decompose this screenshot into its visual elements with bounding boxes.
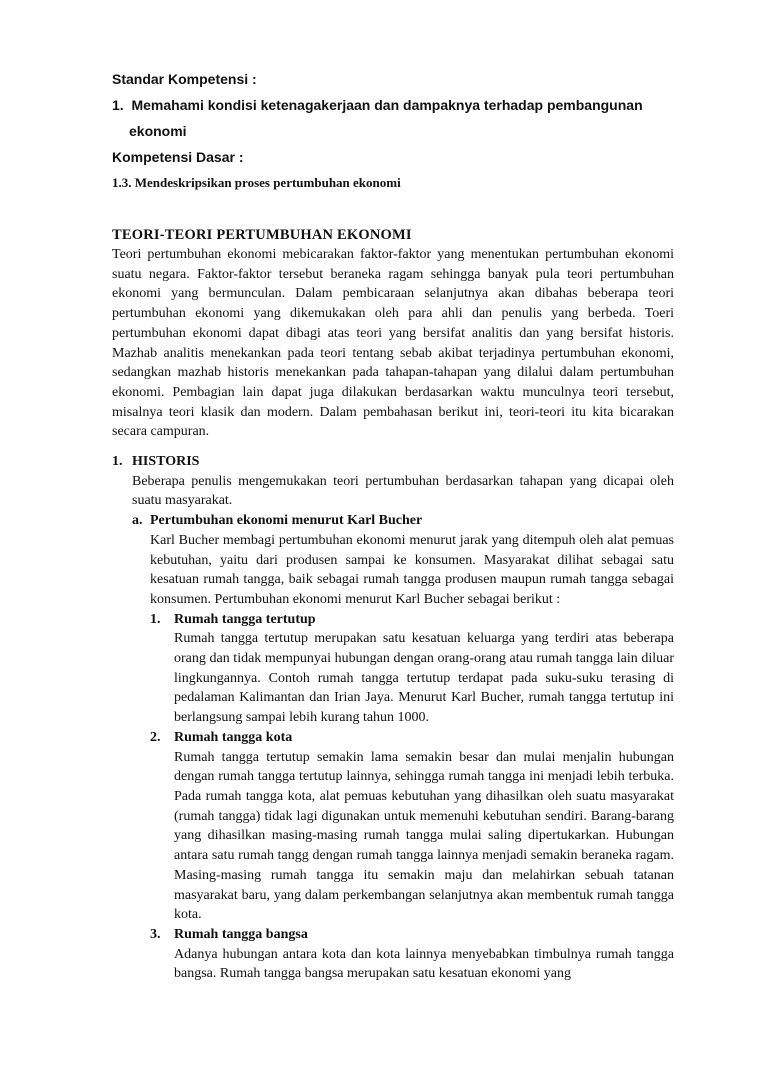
standar-kompetensi-item xyxy=(112,92,674,118)
sk-item-text: Memahami kondisi ketenagakerjaan dan dampaknya terhadap pembangunan xyxy=(131,97,643,113)
list-item-title: Rumah tangga kota xyxy=(174,729,293,745)
list-item-text: Rumah tangga tertutup semakin lama semakin besar dan mulai menjalin hubungan dengan rumah tangga tertutup lainnya, sehingga rumah tangga ini menjadi lebih terbuka. Pada rumah tangga kota, alat pemuas kebutuhan yang dihasilkan oleh suatu masyarakat (rumah tangga) tidak lagi digunakan untuk memenuhi kebutuhan sendiri. Barang-barang yang dihasilkan masing-masing rumah tangga mulai saling dipertukarkan. Hubungan antara satu rumah tangg dengan rumah tangga lainnya menjadi semakin beraneka ragam. Masing-masing rumah tangga itu semakin maju dan melahirkan sebuah tatanan masyarakat baru, yang dalam perkembangan selanjutnya akan membentuk rumah tangga kota. xyxy=(174,749,674,923)
sk-item-number: 1. xyxy=(112,97,124,113)
sk-item-text-continued: ekonomi xyxy=(129,123,187,139)
document-title: TEORI-TEORI PERTUMBUHAN EKONOMI xyxy=(112,227,412,243)
list-item-number: 2. xyxy=(150,729,161,745)
section-number: 1. xyxy=(112,454,123,470)
section-intro-text: Beberapa penulis mengemukakan teori pertumbuhan berdasarkan tahapan yang dicapai oleh suatu masyarakat. xyxy=(132,473,674,509)
kompetensi-dasar-item: 1.3. Mendeskripsikan proses pertumbuhan ekonomi xyxy=(112,175,401,190)
list-item-heading xyxy=(150,728,674,748)
list-item xyxy=(150,728,674,925)
section-heading xyxy=(112,452,674,472)
subsection-heading xyxy=(132,511,674,531)
list-item xyxy=(150,925,674,984)
list-item-text: Adanya hubungan antara kota dan kota lainnya menyebabkan timbulnya rumah tangga bangsa. Rumah tangga bangsa merupakan satu kesatuan ekonomi yang xyxy=(174,946,674,982)
standar-kompetensi-label: Standar Kompetensi : xyxy=(112,71,257,87)
section-body xyxy=(112,472,674,984)
section-title: HISTORIS xyxy=(132,454,200,470)
list-item-title: Rumah tangga bangsa xyxy=(174,926,308,942)
list-item-heading xyxy=(150,610,674,630)
subsection-body xyxy=(132,531,674,984)
list-item-text: Rumah tangga tertutup merupakan satu kesatuan keluarga yang terdiri atas beberapa orang dan tidak mempunyai hubungan dengan orang-orang atau rumah tangga lain diluar lingkungannya. Contoh rumah tangga tertutup terdapat pada suku-suku terasing di pedalaman Kalimantan dan Irian Jaya. Menurut Karl Bucher, rumah tangga tertutup ini berlangsung sampai lebih kurang tahun 1000. xyxy=(174,631,674,726)
list-item-title: Rumah tangga tertutup xyxy=(174,611,316,627)
list-item-number: 1. xyxy=(150,611,161,627)
document-page xyxy=(112,66,674,984)
list-item-number: 3. xyxy=(150,926,161,942)
subsection-text: Karl Bucher membagi pertumbuhan ekonomi menurut jarak yang ditempuh oleh alat pemuas kebutuhan, yaitu dari produsen sampai ke konsumen. Masyarakat dilihat sebagai satu kesatuan rumah tangga, baik sebagai rumah tangga produsen maupun rumah tangga sebagai konsumen. Pertumbuhan ekonomi menurut Karl Bucher sebagai berikut : xyxy=(150,532,674,607)
list-item xyxy=(150,610,674,728)
subsection-title: Pertumbuhan ekonomi menurut Karl Bucher xyxy=(150,513,423,529)
section-historis xyxy=(112,452,674,984)
list-item-heading xyxy=(150,925,674,945)
intro-paragraph: Teori pertumbuhan ekonomi mebicarakan faktor-faktor yang menentukan pertumbuhan ekonomi suatu negara. Faktor-faktor tersebut beraneka ragam sehingga banyak pula teori pertumbuhan ekonomi yang bermunculan. Dalam pembicaraan selanjutnya akan dibahas beberapa teori pertumbuhan ekonomi yang dikemukakan oleh para ahli dan penulis yang berbeda. Toeri pertumbuhan ekonomi dapat dibagi atas teori yang bersifat analitis dan yang bersifat historis. Mazhab analitis menekankan pada teori tentang sebab akibat terjadinya pertumbuhan ekonomi, sedangkan mazhab historis menekankan pada tahapan-tahapan yang dilalui dalam pertumbuhan ekonomi. Pembagian lain dapat juga dilakukan berdasarkan waktu munculnya teori tersebut, misalnya teori klasik dan modern. Dalam pembahasan berikut ini, teori-teori itu kita bicarakan secara campuran. xyxy=(112,247,674,440)
kompetensi-dasar-label: Kompetensi Dasar : xyxy=(112,149,244,165)
subsection-letter: a. xyxy=(132,513,143,529)
